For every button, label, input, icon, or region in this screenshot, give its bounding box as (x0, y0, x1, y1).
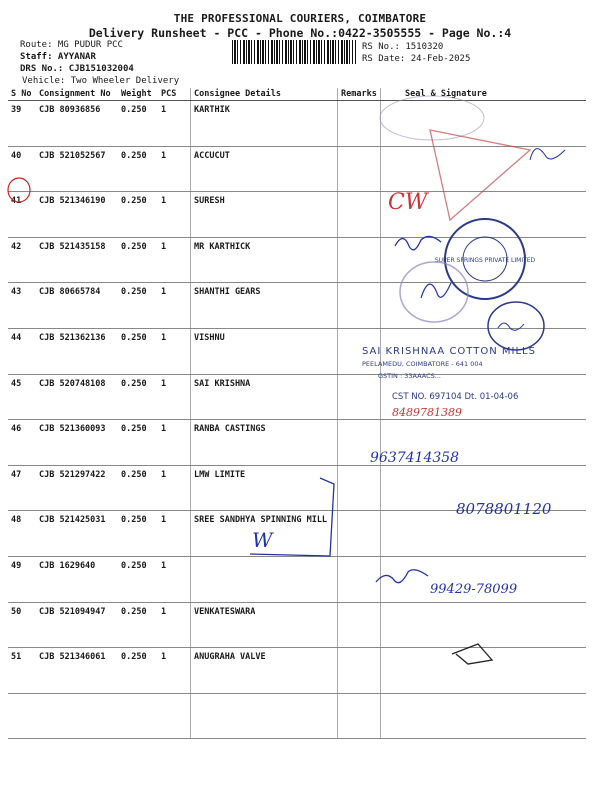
col-weight: Weight (118, 88, 158, 101)
row-sno: 44 (8, 328, 36, 374)
signature-row41: CW (388, 190, 428, 215)
row-weight: 0.250 (118, 556, 158, 602)
runsheet-subtitle: Delivery Runsheet - PCC - Phone No.:0422-3505555 - Page No.:4 (88, 26, 512, 40)
row-weight: 0.250 (118, 465, 158, 511)
empty-row (8, 693, 586, 738)
row-pcs: 1 (158, 465, 191, 511)
row-remarks (338, 101, 381, 147)
row-consignment: CJB 521362136 (36, 328, 118, 374)
row-remarks (338, 192, 381, 238)
rs-number: RS No.: 1510320 (362, 42, 444, 52)
handwriting-row48-mark: W (252, 528, 273, 552)
row-sno: 48 (8, 511, 36, 557)
row-seal (381, 237, 587, 283)
row-weight: 0.250 (118, 146, 158, 192)
row-consignee: KARTHIK (191, 101, 338, 147)
handwriting-row46: 8489781389 (392, 406, 462, 419)
stamp-sai-krishnaa-address: PEELAMEDU, COIMBATORE - 641 004 (362, 360, 483, 368)
row-seal (381, 283, 587, 329)
barcode-image (232, 40, 356, 64)
row-consignment: CJB 521425031 (36, 511, 118, 557)
row-consignee (191, 556, 338, 602)
row-consignment: CJB 521360093 (36, 420, 118, 466)
row-remarks (338, 465, 381, 511)
handwriting-row47: 9637414358 (370, 450, 460, 466)
row-sno: 49 (8, 556, 36, 602)
col-seal: Seal & Signature (381, 88, 587, 101)
stamp-sai-krishnaa-name: SAI KRISHNAA COTTON MILLS (362, 346, 536, 357)
table-row (8, 602, 586, 648)
row-remarks (338, 237, 381, 283)
row-consignment: CJB 1629640 (36, 556, 118, 602)
row-weight: 0.250 (118, 420, 158, 466)
col-remarks: Remarks (338, 88, 381, 101)
row-sno: 51 (8, 648, 36, 694)
row-pcs: 1 (158, 146, 191, 192)
staff-label: Staff: AYYANAR (20, 52, 96, 62)
row-sno: 41 (8, 192, 36, 238)
empty-cell (191, 693, 338, 738)
empty-cell (381, 693, 587, 738)
row-consignment: CJB 520748108 (36, 374, 118, 420)
row-remarks (338, 374, 381, 420)
stamp-cst-number: CST NO. 697104 Dt. 01-04-06 (392, 392, 519, 402)
empty-cell (118, 693, 158, 738)
handwriting-row49: 8078801120 (456, 500, 552, 518)
row-weight: 0.250 (118, 374, 158, 420)
row-sno: 45 (8, 374, 36, 420)
row-pcs: 1 (158, 283, 191, 329)
row-consignee: LMW LIMITE (191, 465, 338, 511)
row-remarks (338, 602, 381, 648)
row-consignment: CJB 80665784 (36, 283, 118, 329)
row-pcs: 1 (158, 374, 191, 420)
row-sno: 40 (8, 146, 36, 192)
row-consignee: SAI KRISHNA (191, 374, 338, 420)
row-consignment: CJB 521346190 (36, 192, 118, 238)
table-row (8, 648, 586, 694)
company-title: THE PROFESSIONAL COURIERS, COIMBATORE (173, 12, 427, 25)
row-weight: 0.250 (118, 101, 158, 147)
col-pcs: PCS (158, 88, 191, 101)
row-seal (381, 101, 587, 147)
empty-cell (8, 693, 36, 738)
runsheet-table (8, 88, 586, 739)
row-pcs: 1 (158, 237, 191, 283)
row-sno: 39 (8, 101, 36, 147)
empty-cell (36, 693, 118, 738)
row-sno: 47 (8, 465, 36, 511)
table-row (8, 146, 586, 192)
row-seal (381, 146, 587, 192)
row-pcs: 1 (158, 602, 191, 648)
row-pcs: 1 (158, 511, 191, 557)
row-consignee: VISHNU (191, 328, 338, 374)
col-consignee: Consignee Details (191, 88, 338, 101)
row-remarks (338, 648, 381, 694)
table-row (8, 192, 586, 238)
row-pcs: 1 (158, 420, 191, 466)
stamp-super-springs-label: SUPER SPRINGS PRIVATE LIMITED (434, 257, 536, 264)
row-consignment: CJB 521297422 (36, 465, 118, 511)
row-consignee: ANUGRAHA VALVE (191, 648, 338, 694)
drs-value: CJB151032004 (68, 64, 134, 74)
row-sno: 46 (8, 420, 36, 466)
row-sno: 42 (8, 237, 36, 283)
row-consignee: ACCUCUT (191, 146, 338, 192)
drs-number (20, 64, 134, 74)
row-weight: 0.250 (118, 192, 158, 238)
row-pcs: 1 (158, 328, 191, 374)
col-consignment: Consignment No (36, 88, 118, 101)
row-consignment: CJB 521346061 (36, 648, 118, 694)
row-consignment: CJB 521435158 (36, 237, 118, 283)
row-pcs: 1 (158, 192, 191, 238)
row-weight: 0.250 (118, 511, 158, 557)
row-consignee: RANBA CASTINGS (191, 420, 338, 466)
drs-label: DRS No.: (20, 64, 69, 74)
table-header-row (8, 88, 586, 101)
row-pcs: 1 (158, 648, 191, 694)
row-weight: 0.250 (118, 602, 158, 648)
row-pcs: 1 (158, 101, 191, 147)
row-consignee: MR KARTHICK (191, 237, 338, 283)
handwriting-row50: 99429-78099 (430, 582, 518, 597)
row-seal (381, 602, 587, 648)
row-weight: 0.250 (118, 328, 158, 374)
row-consignment: CJB 80936856 (36, 101, 118, 147)
col-sno: S No (8, 88, 36, 101)
row-consignee: SURESH (191, 192, 338, 238)
table-body (8, 101, 586, 739)
table-row (8, 420, 586, 466)
table-row (8, 237, 586, 283)
route-label: Route: MG PUDUR PCC (20, 40, 123, 50)
empty-cell (158, 693, 191, 738)
vehicle-label: Vehicle: Two Wheeler Delivery (22, 76, 180, 86)
stamp-sai-krishnaa-gst: GSTIN : 33AAACS... (378, 372, 441, 380)
table-row (8, 101, 586, 147)
row-remarks (338, 146, 381, 192)
row-consignee: SHANTHI GEARS (191, 283, 338, 329)
row-pcs: 1 (158, 556, 191, 602)
row-seal (381, 648, 587, 694)
row-sno: 43 (8, 283, 36, 329)
row-weight: 0.250 (118, 648, 158, 694)
row-consignee: SREE SANDHYA SPINNING MILL (191, 511, 338, 557)
row-weight: 0.250 (118, 237, 158, 283)
empty-cell (338, 693, 381, 738)
table-row (8, 283, 586, 329)
row-consignee: VENKATESWARA (191, 602, 338, 648)
row-sno: 50 (8, 602, 36, 648)
row-remarks (338, 511, 381, 557)
row-weight: 0.250 (118, 283, 158, 329)
row-consignment: CJB 521052567 (36, 146, 118, 192)
rs-date: RS Date: 24-Feb-2025 (362, 54, 471, 64)
row-remarks (338, 556, 381, 602)
row-remarks (338, 283, 381, 329)
row-consignment: CJB 521094947 (36, 602, 118, 648)
